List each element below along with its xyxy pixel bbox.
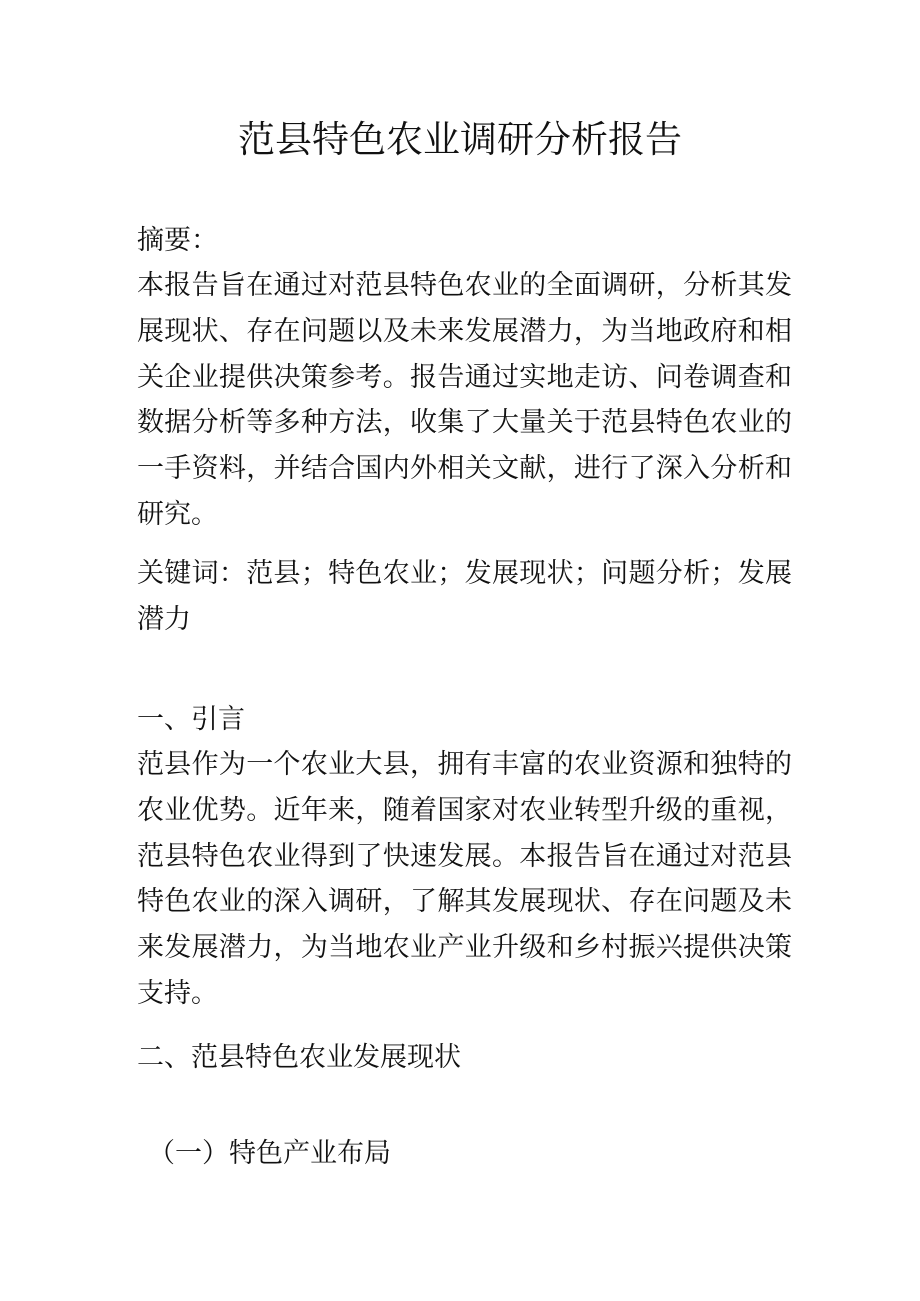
document-title: 范县特色农业调研分析报告 (238, 118, 682, 161)
abstract-label: 摘要： (137, 225, 218, 256)
section-heading-development-status: 二、范县特色农业发展现状 (137, 1042, 461, 1073)
section-heading-introduction: 一、引言 (137, 704, 245, 735)
subsection-heading-industry-layout: （一）特色产业布局 (148, 1138, 391, 1169)
keywords-paragraph: 关键词：范县；特色农业；发展现状；问题分析；发展潜力 (137, 558, 792, 635)
introduction-paragraph: 范县作为一个农业大县，拥有丰富的农业资源和独特的农业优势。近年来，随着国家对农业转型升级的重视，范县特色农业得到了快速发展。本报告旨在通过对范县特色农业的深入调研，了解其发展现状、存在问题及未来发展潜力，为当地农业产业升级和乡村振兴提供决策支持。 (137, 749, 792, 1009)
abstract-paragraph: 本报告旨在通过对范县特色农业的全面调研，分析其发展现状、存在问题以及未来发展潜力，为当地政府和相关企业提供决策参考。报告通过实地走访、问卷调查和数据分析等多种方法，收集了大量关于范县特色农业的一手资料，并结合国内外相关文献，进行了深入分析和研究。 (137, 270, 792, 530)
